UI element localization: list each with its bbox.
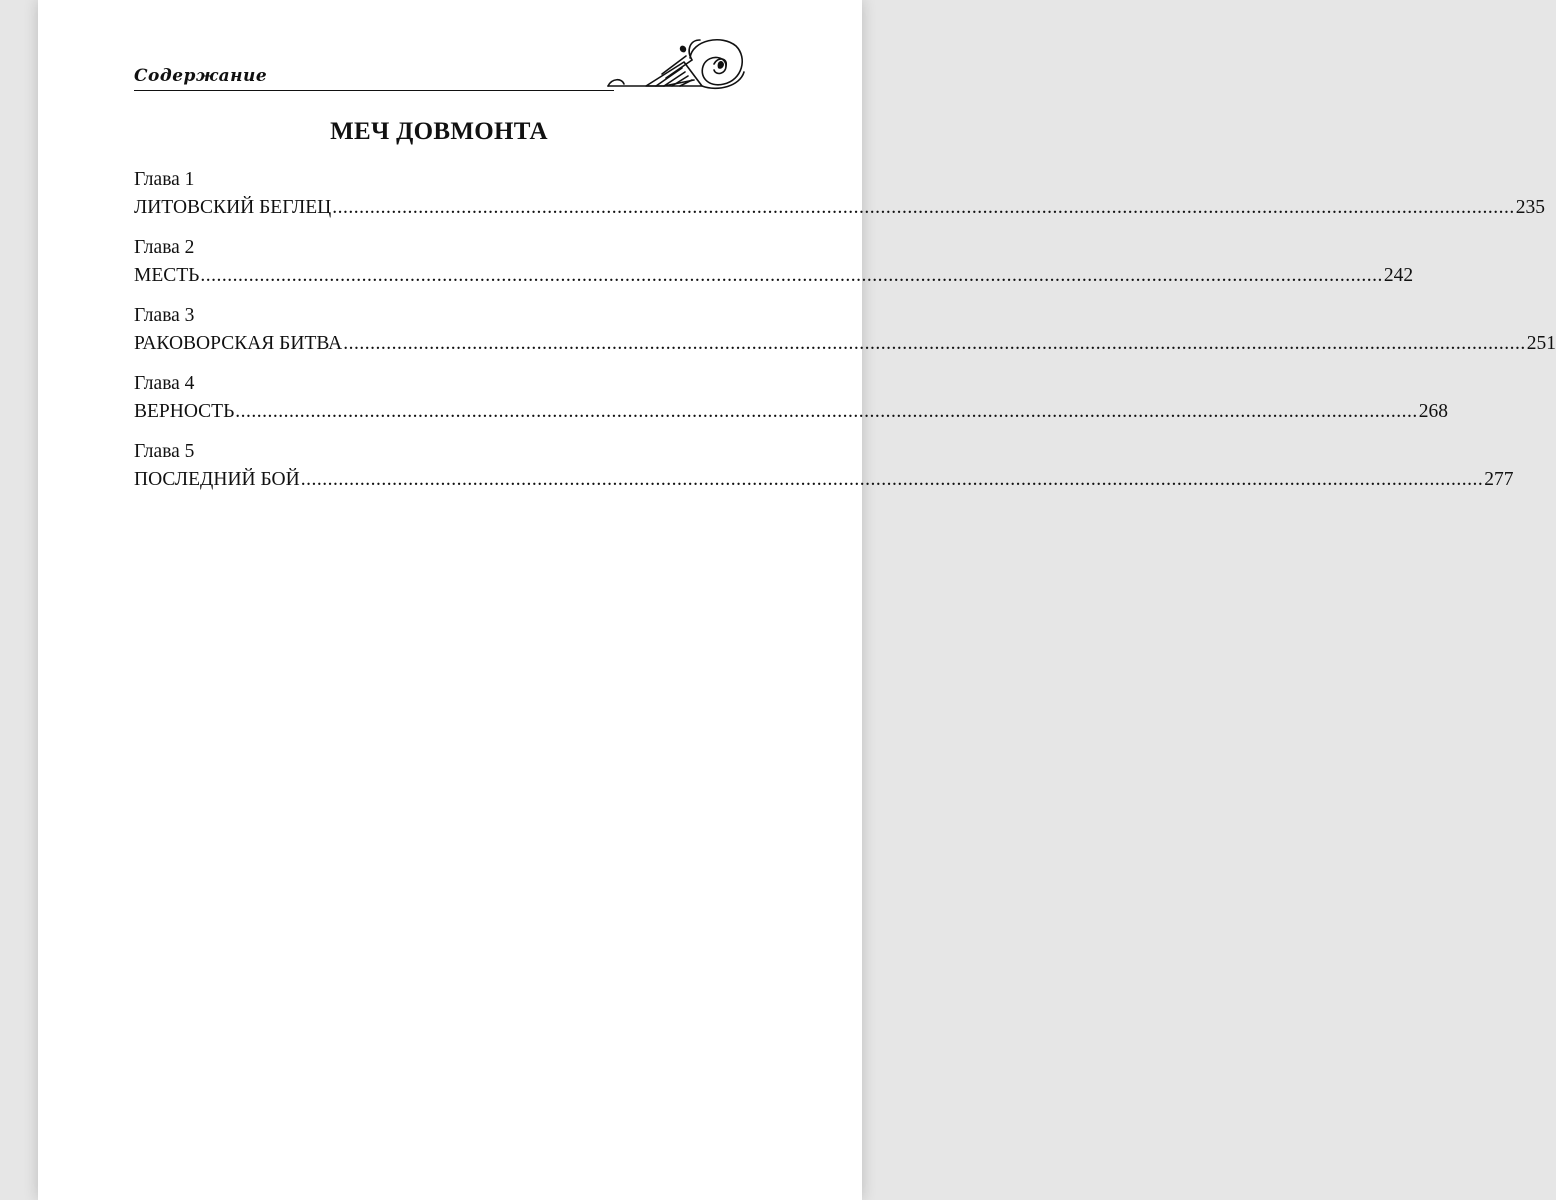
- chapter-title-line[interactable]: [134, 194, 1545, 222]
- chapter-title: ПОСЛЕДНИЙ БОЙ: [134, 469, 300, 490]
- toc-entry[interactable]: [134, 234, 1414, 290]
- page-number: 268: [1418, 401, 1449, 422]
- book-page: [38, 0, 1556, 1200]
- chapter-title: РАКОВОРСКАЯ БИТВА: [134, 333, 343, 354]
- chapter-label: Глава 5: [134, 441, 195, 462]
- chapter-title: ЛИТОВСКИЙ БЕГЛЕЦ: [134, 197, 332, 218]
- page-number: 235: [1515, 197, 1545, 218]
- header-rule: [134, 90, 614, 91]
- toc-entry[interactable]: [134, 302, 1556, 358]
- book-title: МЕЧ ДОВМОНТА: [330, 118, 548, 145]
- scroll-ornament-icon: [606, 34, 746, 96]
- dot-leader: ............................................................................................................................................................................................................................: [332, 197, 1515, 218]
- chapter-title-line[interactable]: [134, 330, 1556, 358]
- dot-leader: ............................................................................................................................................................................................................................: [300, 469, 1484, 490]
- chapter-title-line[interactable]: [134, 466, 1514, 494]
- chapter-title-line[interactable]: [134, 262, 1414, 290]
- page-number: 277: [1484, 469, 1514, 490]
- dot-leader: ............................................................................................................................................................................................................................: [343, 333, 1526, 354]
- chapter-title: ВЕРНОСТЬ: [134, 401, 235, 422]
- toc-entry[interactable]: [134, 438, 1514, 494]
- chapter-label: Глава 1: [134, 169, 195, 190]
- toc-entry[interactable]: [134, 370, 1449, 426]
- page-number: 242: [1383, 265, 1414, 286]
- chapter-title: МЕСТЬ: [134, 265, 200, 286]
- dot-leader: ............................................................................................................................................................................................................................: [235, 401, 1418, 422]
- page-number: 251: [1526, 333, 1556, 354]
- dot-leader: ............................................................................................................................................................................................................................: [200, 265, 1383, 286]
- table-of-contents: [134, 166, 1556, 506]
- chapter-label: Глава 2: [134, 237, 195, 258]
- chapter-title-line[interactable]: [134, 398, 1449, 426]
- page-header: [134, 52, 744, 94]
- chapter-label: Глава 3: [134, 305, 195, 326]
- chapter-label: Глава 4: [134, 373, 195, 394]
- running-head: Содержание: [134, 66, 268, 86]
- toc-entry[interactable]: [134, 166, 1545, 222]
